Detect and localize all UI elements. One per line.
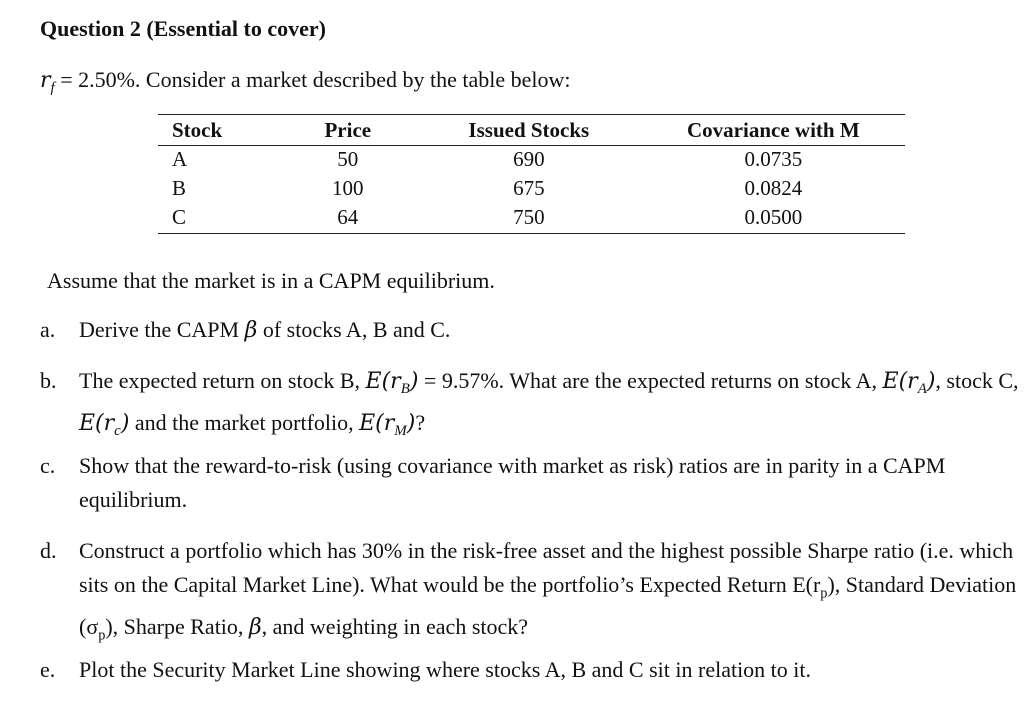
cell-price: 50 (337, 147, 359, 171)
cell-covariance: 0.0500 (744, 205, 803, 229)
column-header-covariance: Covariance with M (687, 117, 860, 142)
item-letter: a. (40, 317, 56, 342)
rf-symbol: r (40, 68, 51, 93)
expected-return-symbol: E(r (79, 411, 115, 437)
column-header-price: Price (324, 117, 372, 142)
column-header-stock: Stock (172, 117, 223, 142)
item-text: Show that the reward-to-risk (using covariance with market as risk) ratios are in parity in a CAPM equilibrium. (79, 453, 946, 512)
expected-return-close: ) (409, 369, 419, 394)
item-letter: b. (40, 368, 57, 393)
market-table (158, 115, 905, 232)
beta-symbol: β (248, 615, 262, 641)
expected-return-subscript: A (917, 381, 927, 398)
table-row (158, 174, 905, 203)
item-letter: d. (40, 538, 57, 563)
expected-return-close: ) (120, 411, 130, 437)
cell-issued-stocks: 750 (513, 205, 545, 229)
cell-price: 100 (332, 176, 364, 200)
item-text (79, 313, 1019, 348)
table-bottom-rule (158, 233, 905, 234)
expected-return-subscript: c (114, 423, 121, 440)
item-letter: c. (40, 453, 56, 478)
cell-stock: B (172, 176, 187, 200)
expected-return-symbol: E(r (365, 369, 401, 394)
rf-subscript: f (50, 80, 55, 97)
expected-return-subscript: B (400, 381, 410, 398)
column-header-issued-stocks: Issued Stocks (468, 117, 590, 142)
item-text-part: The expected return on stock B, (79, 368, 366, 393)
item-text-part: ? (415, 410, 426, 436)
portfolio-subscript: p (98, 627, 106, 644)
item-text-part: of stocks A, B and C. (257, 317, 451, 342)
item-text-part: and the market portfolio, (129, 410, 360, 436)
item-text-part: ), Sharpe Ratio, (105, 614, 249, 640)
cell-price: 64 (337, 205, 359, 229)
item-text (79, 534, 1019, 653)
intro-text: = 2.50%. Consider a market described by the table below: (54, 67, 571, 92)
item-text-part: , and weighting in each stock? (261, 614, 529, 640)
expected-return-close: ) (926, 369, 936, 394)
cell-stock: A (172, 147, 188, 171)
item-text: Plot the Security Market Line showing where stocks A, B and C sit in relation to it. (79, 657, 812, 682)
question-heading: Question 2 (Essential to cover) (40, 16, 326, 41)
cell-stock: C (172, 205, 187, 229)
item-text-part: = 9.57%. What are the expected returns on stock A, (418, 368, 883, 393)
beta-symbol: β (244, 318, 258, 343)
expected-return-symbol: E(r (882, 369, 918, 394)
table-header-row (158, 115, 905, 145)
portfolio-subscript: p (820, 585, 828, 602)
expected-return-close: ) (406, 411, 416, 437)
assumption-text: Assume that the market is in a CAPM equilibrium. (47, 268, 495, 293)
cell-covariance: 0.0824 (744, 176, 803, 200)
expected-return-symbol: E(r (359, 411, 395, 437)
table-row (158, 145, 905, 174)
item-text-part: Derive the CAPM (79, 317, 245, 342)
risk-free-rate-intro (40, 67, 571, 97)
item-text-part: Construct a portfolio which has 30% in the risk-free asset and the highest possible Sharpe ratio (i.e. which sits on the Capital Market Line). What would be the portfolio’s Expected Return E(r (79, 538, 1014, 597)
expected-return-subscript: M (394, 423, 407, 440)
item-text-part: , stock C, (935, 368, 1019, 393)
cell-issued-stocks: 690 (513, 147, 545, 171)
item-text (79, 364, 1019, 448)
cell-issued-stocks: 675 (513, 176, 545, 200)
cell-covariance: 0.0735 (744, 147, 803, 171)
item-text-part: ), Standard Deviation (σ (79, 572, 1017, 640)
table-row (158, 203, 905, 232)
item-letter: e. (40, 657, 56, 682)
